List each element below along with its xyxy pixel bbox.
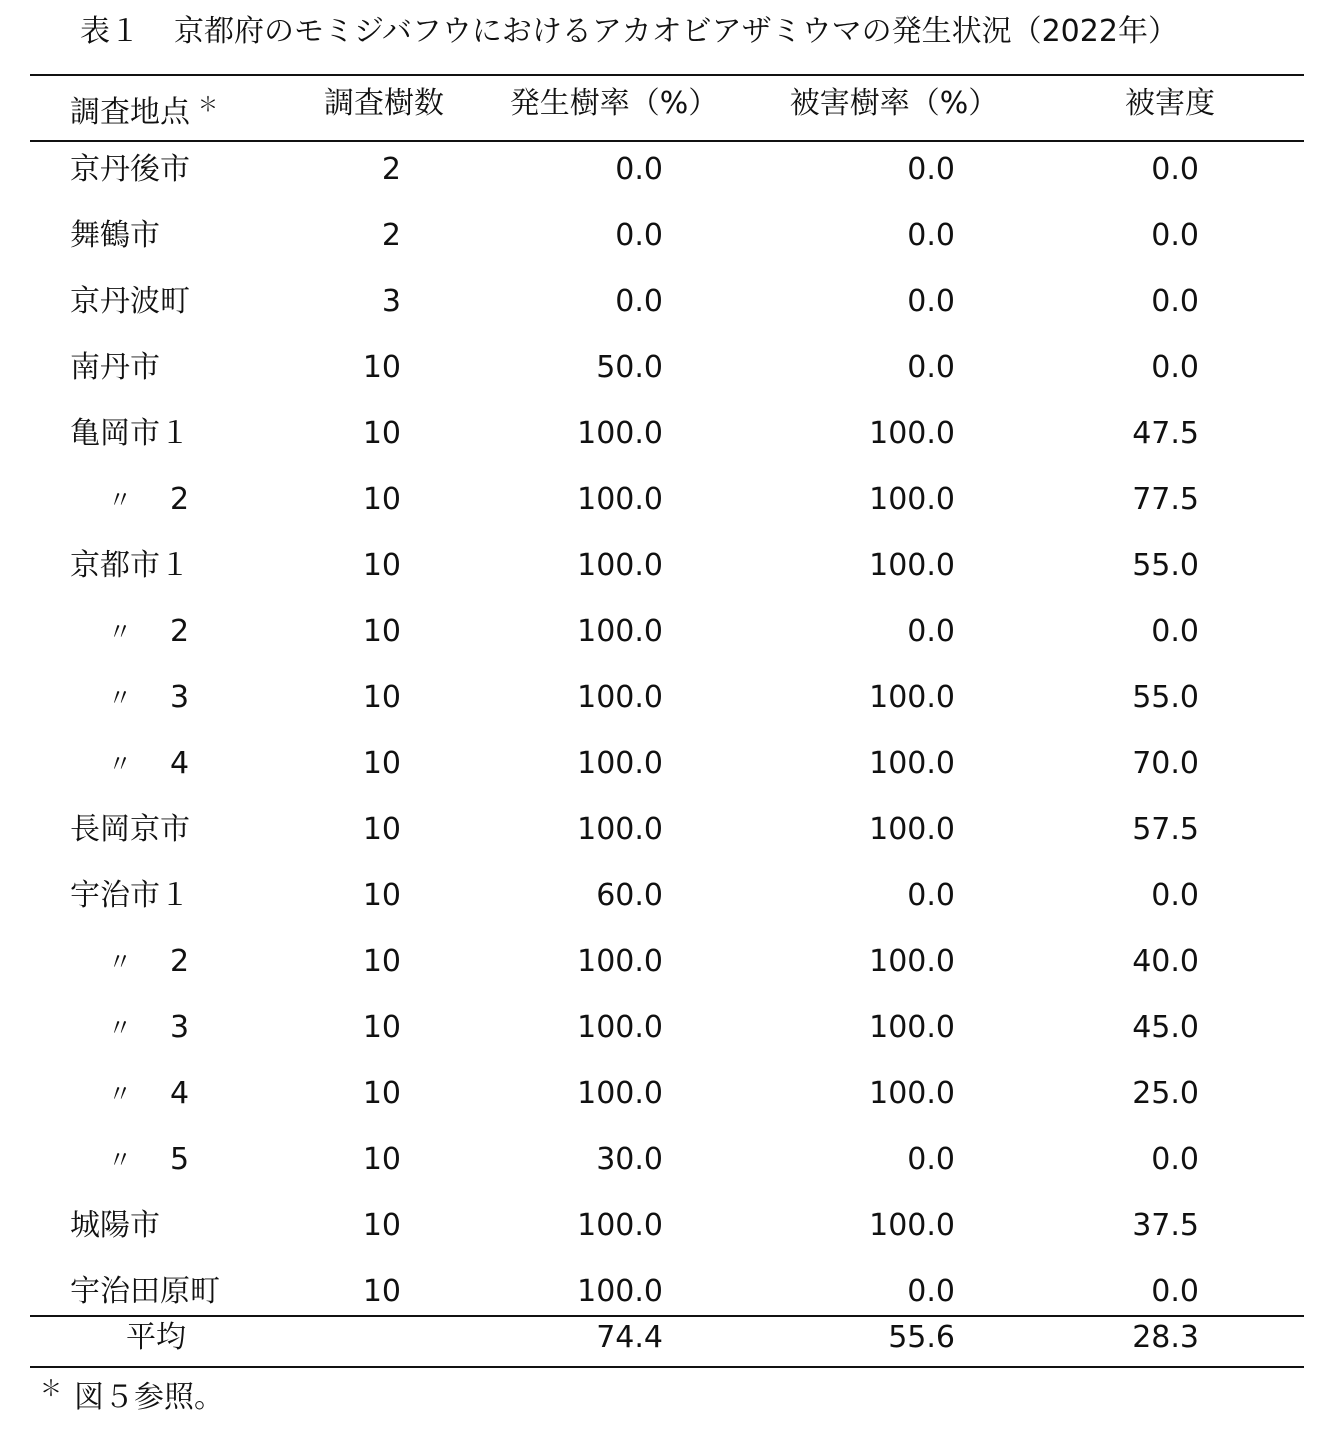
cell-damage-rate: 100.0 xyxy=(869,416,955,451)
ditto-mark: 〃 xyxy=(108,1080,132,1108)
cell-damage-degree: 0.0 xyxy=(1151,152,1199,187)
cell-site-number: 2 xyxy=(170,482,190,517)
cell-trees: 10 xyxy=(362,1208,401,1243)
cell-trees: 10 xyxy=(362,548,401,583)
cell-trees: 10 xyxy=(362,680,401,715)
cell-trees: 10 xyxy=(362,944,401,979)
cell-site: 舞鶴市 xyxy=(70,218,160,253)
cell-damage-rate: 0.0 xyxy=(907,614,955,649)
cell-damage-degree: 25.0 xyxy=(1132,1076,1199,1111)
cell-damage-rate: 100.0 xyxy=(869,1076,955,1111)
cell-trees: 10 xyxy=(362,746,401,781)
cell-damage-rate: 100.0 xyxy=(869,1010,955,1045)
cell-occurrence: 100.0 xyxy=(577,746,663,781)
cell-trees: 3 xyxy=(381,284,401,319)
cell-trees: 10 xyxy=(362,482,401,517)
cell-damage-rate: 0.0 xyxy=(907,1274,955,1309)
ditto-mark: 〃 xyxy=(108,948,132,976)
cell-occurrence: 0.0 xyxy=(615,218,663,253)
cell-damage-degree: 0.0 xyxy=(1151,614,1199,649)
cell-occurrence: 50.0 xyxy=(596,350,663,385)
average-label: 平均 xyxy=(126,1320,186,1355)
cell-damage-rate: 100.0 xyxy=(869,680,955,715)
header-trees: 調査樹数 xyxy=(324,86,444,121)
cell-damage-rate: 100.0 xyxy=(869,1208,955,1243)
cell-occurrence: 100.0 xyxy=(577,1010,663,1045)
cell-site: 南丹市 xyxy=(70,350,160,385)
cell-damage-rate: 0.0 xyxy=(907,218,955,253)
cell-site-number: 5 xyxy=(170,1142,190,1177)
table-caption: 京都府のモミジバフウにおけるアカオビアザミウマの発生状況（2022年） xyxy=(174,14,1178,49)
cell-damage-degree: 0.0 xyxy=(1151,218,1199,253)
cell-occurrence: 30.0 xyxy=(596,1142,663,1177)
cell-damage-degree: 0.0 xyxy=(1151,350,1199,385)
cell-trees: 10 xyxy=(362,1010,401,1045)
cell-site-number: 2 xyxy=(170,944,190,979)
cell-damage-degree: 37.5 xyxy=(1132,1208,1199,1243)
cell-site: 亀岡市１ xyxy=(70,416,190,451)
average-damage-degree: 28.3 xyxy=(1132,1320,1199,1355)
header-site: 調査地点 ＊ xyxy=(70,92,218,130)
cell-damage-degree: 40.0 xyxy=(1132,944,1199,979)
cell-trees: 10 xyxy=(362,1274,401,1309)
cell-occurrence: 100.0 xyxy=(577,1274,663,1309)
cell-damage-degree: 45.0 xyxy=(1132,1010,1199,1045)
cell-occurrence: 100.0 xyxy=(577,1208,663,1243)
cell-occurrence: 100.0 xyxy=(577,614,663,649)
footnote xyxy=(40,1368,224,1420)
cell-occurrence: 100.0 xyxy=(577,680,663,715)
header-site-mark: ＊ xyxy=(198,92,218,116)
cell-damage-degree: 57.5 xyxy=(1132,812,1199,847)
cell-trees: 2 xyxy=(381,218,401,253)
cell-occurrence: 0.0 xyxy=(615,152,663,187)
cell-damage-degree: 47.5 xyxy=(1132,416,1199,451)
cell-trees: 10 xyxy=(362,614,401,649)
table-title xyxy=(80,10,1178,54)
cell-damage-rate: 0.0 xyxy=(907,350,955,385)
cell-occurrence: 100.0 xyxy=(577,812,663,847)
cell-site: 宇治田原町 xyxy=(70,1274,220,1309)
ditto-mark: 〃 xyxy=(108,486,132,514)
cell-site-number: 3 xyxy=(170,680,190,715)
cell-damage-rate: 0.0 xyxy=(907,152,955,187)
cell-damage-degree: 55.0 xyxy=(1132,548,1199,583)
cell-trees: 10 xyxy=(362,812,401,847)
cell-occurrence: 100.0 xyxy=(577,1076,663,1111)
ditto-mark: 〃 xyxy=(108,1014,132,1042)
cell-occurrence: 100.0 xyxy=(577,482,663,517)
average-occurrence: 74.4 xyxy=(596,1320,663,1355)
header-damage-degree: 被害度 xyxy=(1125,86,1215,121)
top-rule xyxy=(30,74,1304,76)
cell-trees: 10 xyxy=(362,1076,401,1111)
cell-occurrence: 100.0 xyxy=(577,416,663,451)
cell-site-number: 3 xyxy=(170,1010,190,1045)
ditto-mark: 〃 xyxy=(108,750,132,778)
ditto-mark: 〃 xyxy=(108,618,132,646)
cell-damage-degree: 0.0 xyxy=(1151,284,1199,319)
cell-trees: 2 xyxy=(381,152,401,187)
cell-trees: 10 xyxy=(362,878,401,913)
cell-occurrence: 100.0 xyxy=(577,944,663,979)
cell-site: 宇治市１ xyxy=(70,878,190,913)
ditto-mark: 〃 xyxy=(108,1146,132,1174)
cell-site: 城陽市 xyxy=(70,1208,160,1243)
average-damage-rate: 55.6 xyxy=(888,1320,955,1355)
footnote-text: 図５参照。 xyxy=(74,1380,225,1415)
cell-damage-rate: 0.0 xyxy=(907,878,955,913)
cell-trees: 10 xyxy=(362,1142,401,1177)
cell-damage-degree: 55.0 xyxy=(1132,680,1199,715)
cell-site: 京丹波町 xyxy=(70,284,190,319)
cell-site-number: 2 xyxy=(170,614,190,649)
cell-trees: 10 xyxy=(362,416,401,451)
ditto-mark: 〃 xyxy=(108,684,132,712)
cell-damage-rate: 100.0 xyxy=(869,746,955,781)
footnote-mark: ＊ xyxy=(40,1377,63,1402)
cell-damage-degree: 77.5 xyxy=(1132,482,1199,517)
cell-site-number: 4 xyxy=(170,746,190,781)
cell-damage-rate: 0.0 xyxy=(907,284,955,319)
header-damage-rate: 被害樹率（%） xyxy=(789,86,999,121)
cell-trees: 10 xyxy=(362,350,401,385)
cell-damage-rate: 0.0 xyxy=(907,1142,955,1177)
cell-damage-rate: 100.0 xyxy=(869,548,955,583)
cell-site: 長岡京市 xyxy=(70,812,190,847)
cell-damage-degree: 0.0 xyxy=(1151,878,1199,913)
cell-damage-degree: 0.0 xyxy=(1151,1142,1199,1177)
cell-damage-rate: 100.0 xyxy=(869,482,955,517)
header-rule xyxy=(30,140,1304,142)
cell-occurrence: 100.0 xyxy=(577,548,663,583)
cell-damage-rate: 100.0 xyxy=(869,812,955,847)
table-label: 表１ xyxy=(80,14,140,49)
cell-damage-degree: 70.0 xyxy=(1132,746,1199,781)
cell-site: 京都市１ xyxy=(70,548,190,583)
header-occurrence: 発生樹率（%） xyxy=(509,86,719,121)
cell-damage-degree: 0.0 xyxy=(1151,1274,1199,1309)
cell-damage-rate: 100.0 xyxy=(869,944,955,979)
cell-occurrence: 0.0 xyxy=(615,284,663,319)
cell-occurrence: 60.0 xyxy=(596,878,663,913)
cell-site: 京丹後市 xyxy=(70,152,190,187)
cell-site-number: 4 xyxy=(170,1076,190,1111)
